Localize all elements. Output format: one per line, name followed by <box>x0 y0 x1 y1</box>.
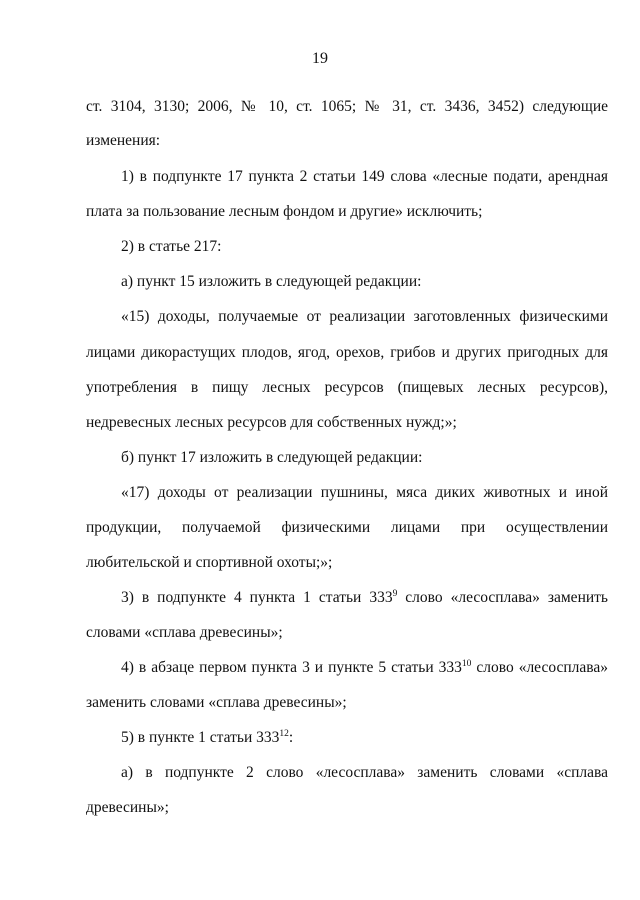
text-segment: 4) в абзаце первом пункта 3 и пункте 5 статьи 333 <box>121 659 462 676</box>
text-line: любительской и спортивной охоты;»; <box>86 554 333 571</box>
text-line: 2) в статье 217: <box>121 238 222 255</box>
text-line: заменить словами «сплава древесины»; <box>86 694 347 711</box>
text-line: продукции, получаемой физическими лицами при осуществлении <box>86 519 608 536</box>
superscript: 12 <box>279 729 289 739</box>
text-line: плата за пользование лесным фондом и другие» исключить; <box>86 203 483 220</box>
text-line: ст. 3104, 3130; 2006, № 10, ст. 1065; № 31, ст. 3436, 3452) следующие <box>86 98 608 115</box>
superscript: 9 <box>392 589 398 599</box>
text-line: лицами дикорастущих плодов, ягод, орехов, грибов и других пригодных для <box>86 344 608 361</box>
text-line: а) в подпункте 2 слово «лесосплава» заменить словами «сплава <box>121 764 608 781</box>
page-number: 19 <box>312 50 328 67</box>
text-segment: слово «лесосплава» <box>471 659 608 676</box>
text-line <box>121 658 608 678</box>
text-segment: : <box>288 729 294 746</box>
text-segment: 5) в пункте 1 статьи 333 <box>121 729 280 746</box>
text-line: а) пункт 15 изложить в следующей редакции: <box>121 273 422 290</box>
text-line <box>121 728 608 748</box>
superscript: 10 <box>461 659 472 669</box>
text-line: «15) доходы, получаемые от реализации заготовленных физическими <box>121 308 608 325</box>
text-line: 1) в подпункте 17 пункта 2 статьи 149 слова «лесные подати, арендная <box>121 168 608 185</box>
text-line: недревесных лесных ресурсов для собственных нужд;»; <box>86 414 457 431</box>
text-line: словами «сплава древесины»; <box>86 624 283 641</box>
text-line: «17) доходы от реализации пушнины, мяса диких животных и иной <box>121 484 608 501</box>
text-line: изменения: <box>86 132 161 149</box>
text-line: б) пункт 17 изложить в следующей редакции: <box>121 449 423 466</box>
text-line: древесины»; <box>86 799 169 816</box>
text-line <box>121 588 608 608</box>
text-segment: слово «лесосплава» заменить <box>397 589 608 606</box>
text-line: употребления в пищу лесных ресурсов (пищевых лесных ресурсов), <box>86 379 608 396</box>
text-segment: 3) в подпункте 4 пункта 1 статьи 333 <box>121 589 393 606</box>
